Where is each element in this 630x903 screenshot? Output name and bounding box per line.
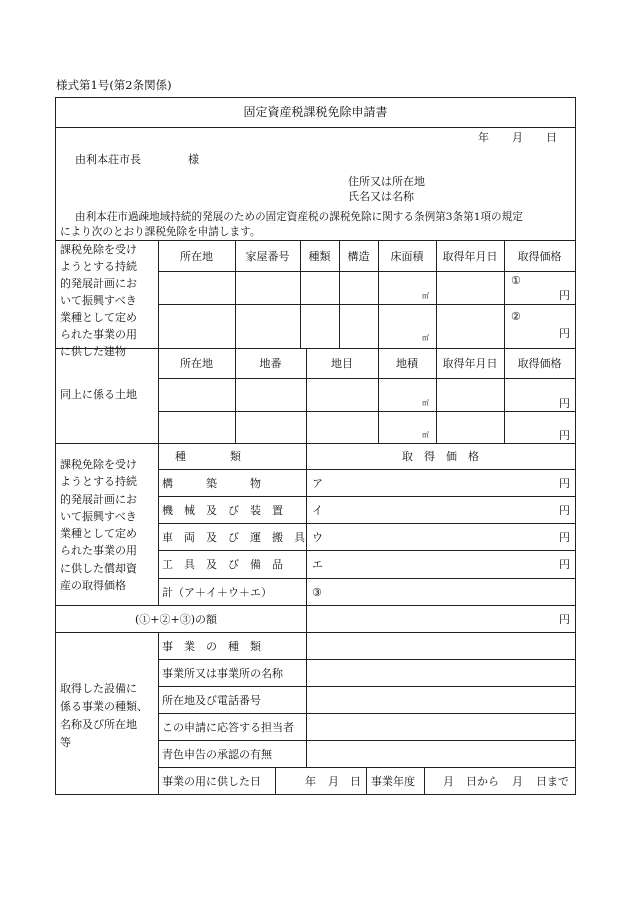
land-label: 同上に係る土地 (60, 388, 137, 401)
depreciable-row-subtotal: 計（ア＋イ＋ウ＋エ） (162, 586, 272, 599)
land-row2-area-unit: ㎡ (422, 431, 429, 439)
used-date-month: 月 (328, 775, 339, 788)
land-header-land-category: 地目 (331, 357, 353, 370)
facility-row-address-phone: 所在地及び電話番号 (162, 694, 261, 707)
depreciable-row-structures: 構 築 物 (162, 477, 261, 490)
applicant-name-label: 氏名又は名称 (348, 190, 414, 203)
land-header-lot-no: 地番 (259, 357, 282, 370)
form-number: 様式第1号(第2条関係) (56, 78, 172, 92)
building-header-acquired-date: 取得年月日 (442, 250, 498, 263)
used-date-label: 事業の用に供した日 (162, 775, 261, 788)
land-header-land-area: 地積 (396, 357, 418, 370)
used-date-day: 日 (350, 775, 361, 788)
land-row2-yen: 円 (559, 429, 570, 442)
building-row1-yen: 円 (559, 289, 570, 302)
building-header-type: 種類 (308, 250, 331, 263)
building-header-house-no: 家屋番号 (245, 250, 290, 263)
depreciable-row-machinery-yen: 円 (559, 504, 570, 517)
depreciable-row-vehicles-yen: 円 (559, 531, 570, 544)
depreciable-row-machinery-mark: イ (312, 504, 323, 517)
depreciable-header-price: 取 得 価 格 (402, 450, 479, 463)
building-label: 課税免除を受け ようとする持続 的発展計画にお いて振興すべき 業種として定め られた事業の用 に供した建物 (60, 243, 137, 358)
facility-row-blue-return: 青色申告の承認の有無 (162, 748, 272, 761)
building-row2-area-unit: ㎡ (422, 334, 429, 342)
building-header-structure: 構造 (347, 250, 370, 263)
fiscal-year-label: 事業年度 (371, 775, 415, 788)
form-title: 固定資産税課税免除申請書 (243, 105, 388, 119)
depreciable-header-kind: 種 類 (175, 450, 241, 463)
depreciable-row-tools-yen: 円 (559, 558, 570, 571)
land-row1-area-unit: ㎡ (422, 399, 429, 407)
addressee-name: 由利本荘市長 (75, 153, 141, 166)
land-header-location: 所在地 (180, 357, 213, 370)
depreciable-row-machinery: 機 械 及 び 装 置 (162, 504, 283, 517)
date-year: 年 (478, 131, 489, 144)
date-day: 日 (546, 131, 557, 144)
depreciable-label: 課税免除を受け ようとする持続 的発展計画にお いて振興すべき 業種として定め られた事業の用 に供した償却資 産の取得価格 (60, 458, 137, 593)
land-header-price: 取得価格 (517, 357, 562, 370)
depreciable-row-tools-mark: エ (312, 558, 323, 571)
facility-label: 取得した設備に 係る事業の種類、 名称及び所在地 等 (60, 682, 148, 749)
land-header-acquired-date: 取得年月日 (442, 357, 498, 370)
total-label: (①+②+③)の額 (135, 613, 218, 626)
depreciable-row-vehicles-mark: ウ (312, 531, 323, 544)
total-yen: 円 (559, 613, 570, 626)
building-header-floor-area: 床面積 (390, 250, 424, 263)
facility-row-business-type: 事 業 の 種 類 (162, 640, 261, 653)
building-header-location: 所在地 (180, 250, 213, 263)
land-row1-yen: 円 (559, 397, 570, 410)
facility-row-office-name: 事業所又は事業所の名称 (162, 667, 283, 680)
building-row2-mark: ② (511, 310, 521, 323)
building-row1-mark: ① (511, 274, 521, 287)
fiscal-from-day: 日から (466, 775, 499, 788)
depreciable-row-structures-yen: 円 (559, 477, 570, 490)
building-row2-yen: 円 (559, 327, 570, 340)
used-date-year: 年 (305, 775, 316, 788)
depreciable-row-structures-mark: ア (312, 477, 323, 490)
facility-row-contact-person: この申請に応答する担当者 (162, 721, 294, 734)
addressee-honorific: 様 (188, 153, 199, 166)
fiscal-from-month: 月 (443, 775, 454, 788)
depreciable-row-vehicles: 車 両 及 び 運 搬 具 (162, 531, 305, 544)
depreciable-row-tools: 工 具 及 び 備 品 (162, 558, 283, 571)
intro-line-2: により次のとおり課税免除を申請します。 (60, 226, 261, 238)
fiscal-to-day: 日まで (536, 775, 569, 788)
building-row1-area-unit: ㎡ (422, 292, 429, 300)
date-month: 月 (512, 131, 523, 144)
building-header-price: 取得価格 (517, 250, 562, 263)
depreciable-row-subtotal-mark: ③ (312, 586, 322, 599)
fiscal-to-month: 月 (512, 775, 523, 788)
applicant-address-label: 住所又は所在地 (348, 175, 425, 188)
intro-line-1: 由利本荘市過疎地域持続的発展のための固定資産税の課税免除に関する条例第3条第1項の規定 (75, 211, 523, 223)
